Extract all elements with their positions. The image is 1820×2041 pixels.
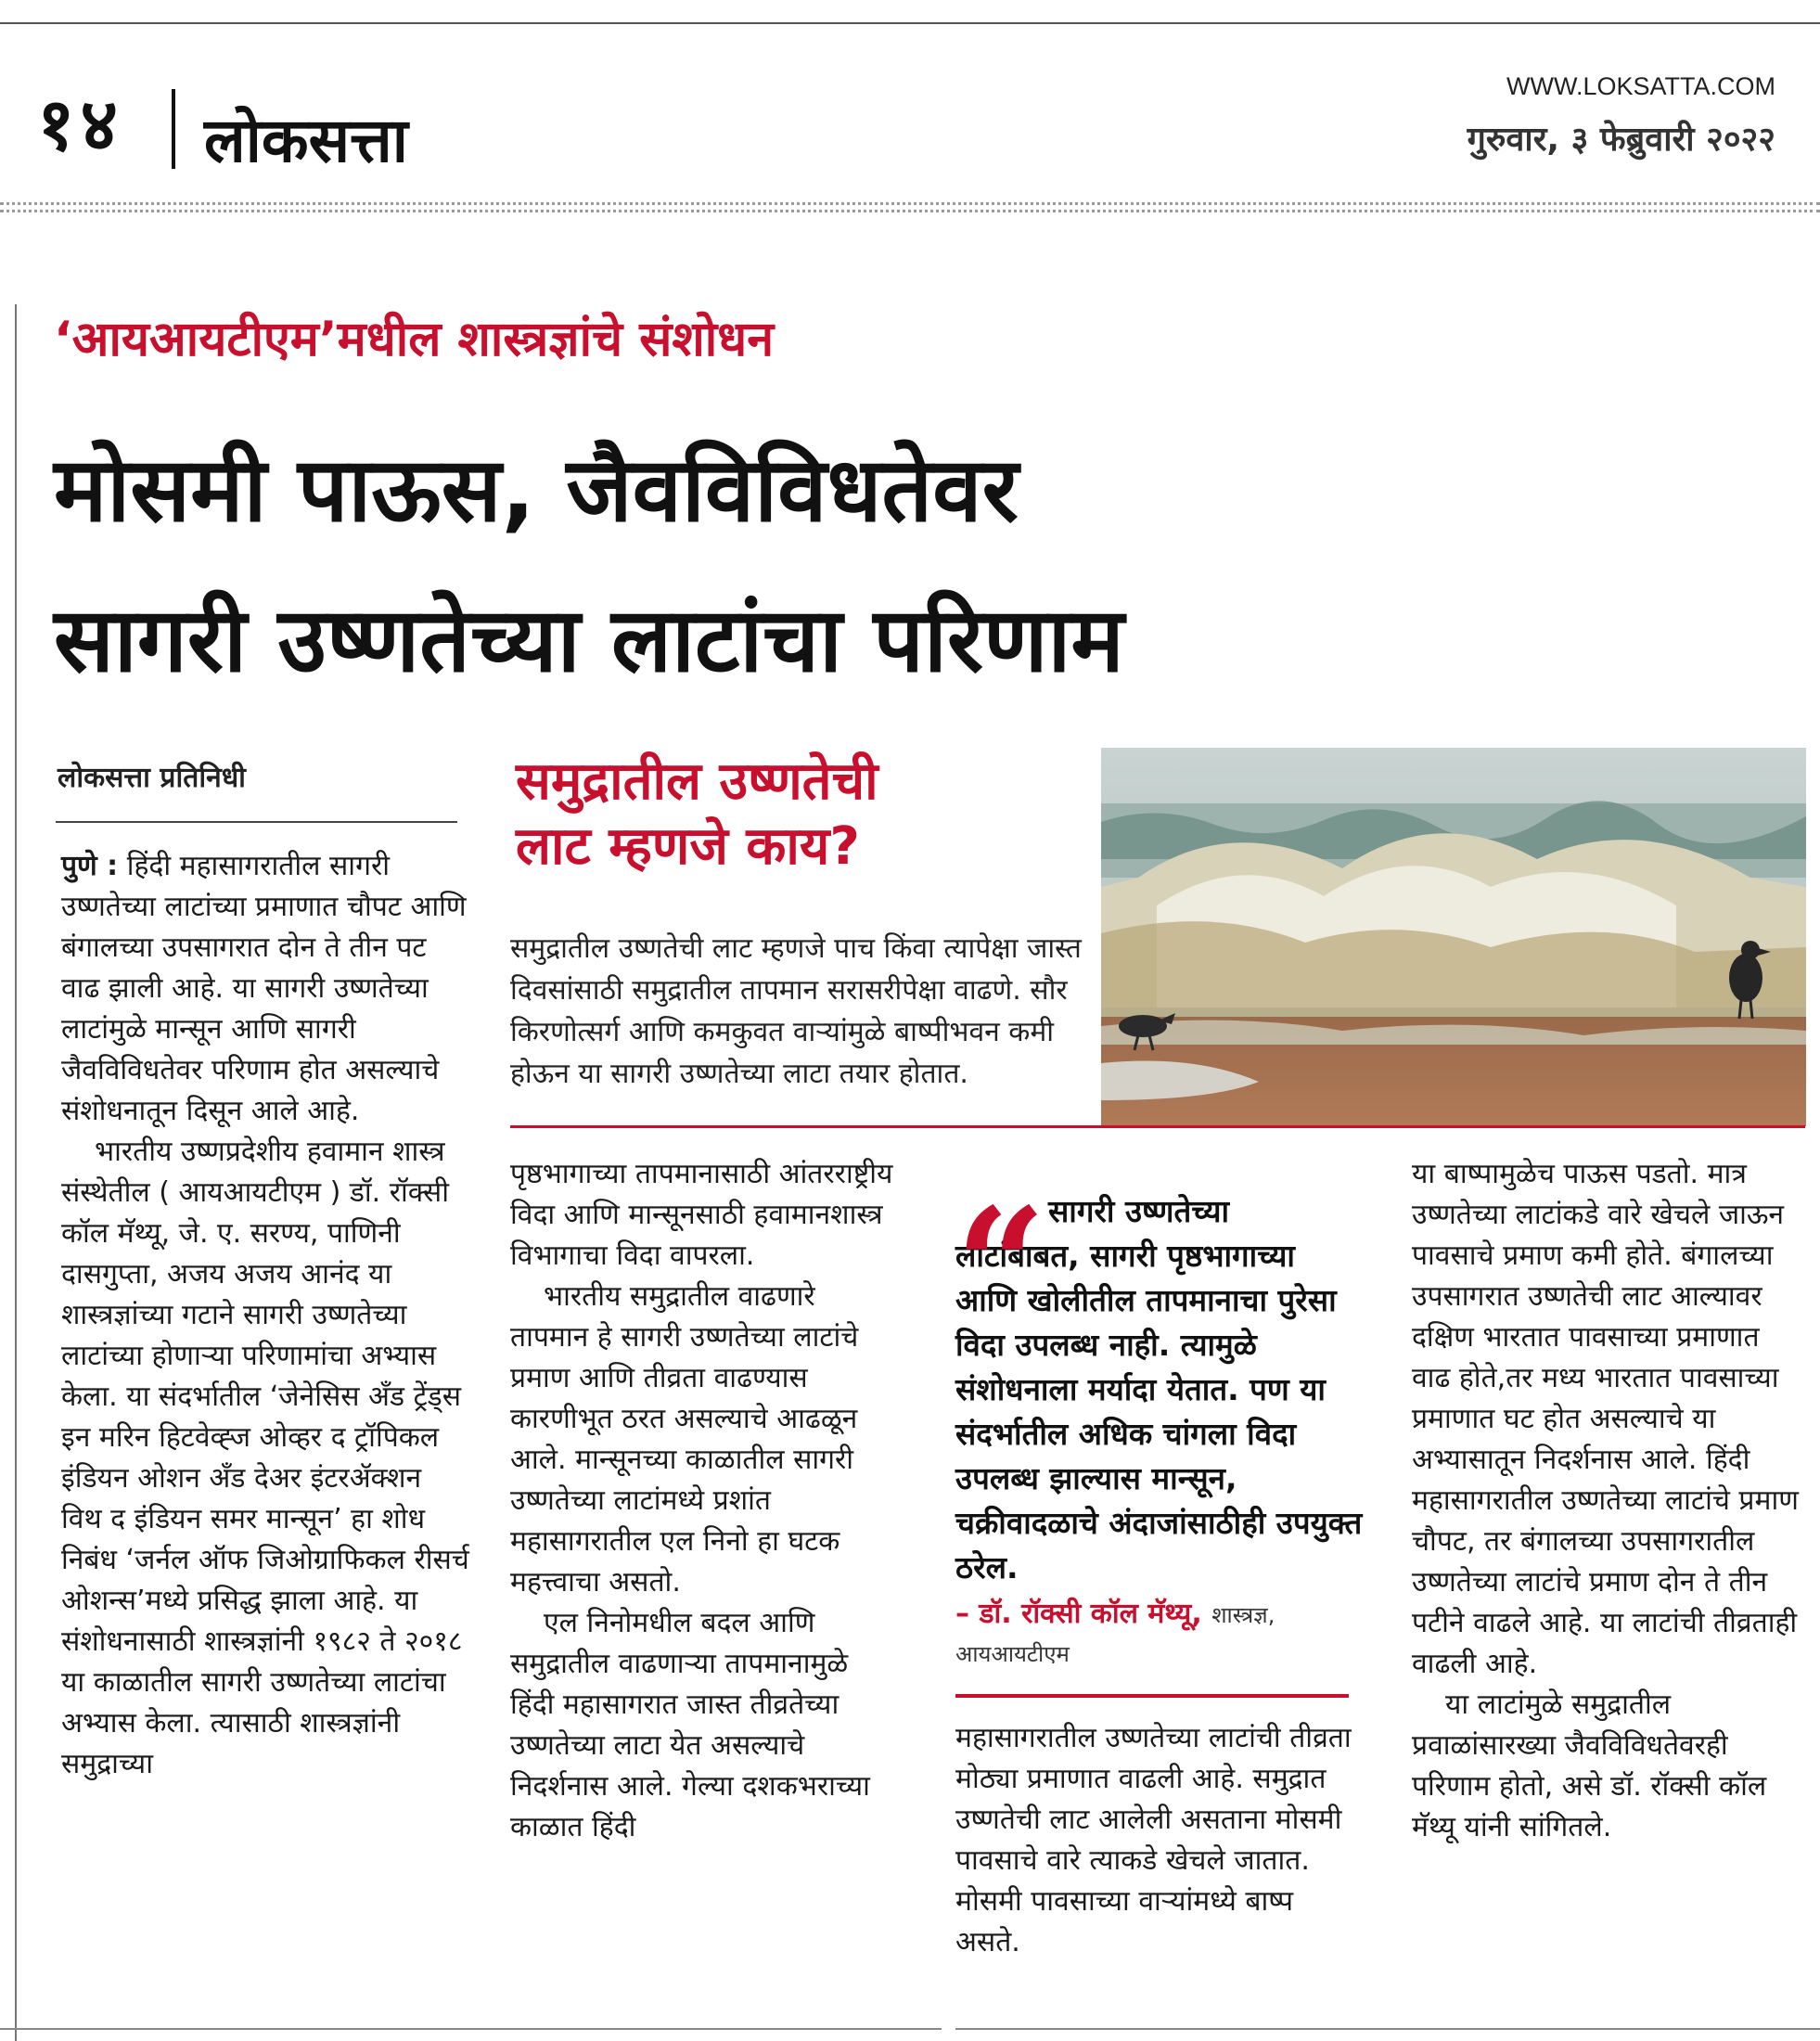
sea-wave-illustration bbox=[1101, 748, 1806, 1126]
pull-quote-role: शास्त्रज्ञ, bbox=[1211, 1602, 1275, 1628]
pull-quote-attribution bbox=[955, 1594, 1364, 1636]
paragraph bbox=[61, 846, 469, 1132]
headline-line-1: मोसमी पाऊस, जैवविविधतेवर bbox=[54, 438, 1019, 542]
paragraph: महासागरातील उष्णतेच्या लाटांची तीव्रता मोठ्या प्रमाणात वाढली आहे. समुद्रात उष्णतेची लाट आलेली असताना मोसमी पावसाचे वारे त्याकडे खेचले जातात. मोसमी पावसाच्या वाऱ्यांमध्ये बाष्प असते. bbox=[955, 1722, 1352, 1958]
website-url: WWW.LOKSATTA.COM bbox=[1506, 72, 1775, 100]
pull-quote-rule bbox=[955, 1694, 1349, 1698]
paragraph: या लाटांमुळे समुद्रातील प्रवाळांसारख्या जैवविविधतेवरही परिणाम होतो, असे डॉ. रॉक्सी कॉल मॅथ्यू यांनी सांगितले. bbox=[1412, 1688, 1767, 1843]
top-rule bbox=[0, 22, 1820, 24]
article-column-2 bbox=[510, 1154, 900, 1848]
article-column-4 bbox=[1412, 1154, 1801, 1848]
bottom-rule-right bbox=[955, 2028, 1820, 2030]
article-kicker: ‘आयआयटीएम’मधील शास्त्रज्ञांचे संशोधन bbox=[54, 312, 775, 367]
masthead-logo: लोकसत्ता bbox=[204, 105, 408, 176]
article-left-border bbox=[15, 304, 17, 2041]
paragraph: भारतीय उष्णप्रदेशीय हवामान शास्त्र संस्थेतील ( आयआयटीएम ) डॉ. रॉक्सी कॉल मॅथ्यू, जे. ए. सरण्य, पाणिनी दासगुप्ता, अजय अजय आनंद या शास्त्रज्ञांच्या गटाने सागरी उष्णतेच्या लाटांच्या होणाऱ्या परिणामांचा अभ्यास केला. या संदर्भातील ‘जेनेसिस अँड ट्रेंड्स इन मरिन हिटवेव्ह्ज ओव्हर द ट्रॉपिकल इंडियन ओशन अँड देअर इंटरॲक्शन विथ द इंडियन समर मान्सून’ हा शोध निबंध ‘जर्नल ऑफ जिओग्राफिकल रीसर्च ओशन्स’मध्ये प्रसिद्ध झाला आहे. या संशोधनासाठी शास्त्रज्ञांनी १९८२ ते २०१८ या काळातील सागरी उष्णतेच्या लाटांचा अभ्यास केला. त्यासाठी शास्त्रज्ञांनी समुद्राच्या bbox=[61, 1136, 469, 1780]
pull-quote-org: आयआयटीएम bbox=[955, 1641, 1070, 1667]
sidebar-box-title: समुद्रातील उष्णतेची लाट म्हणजे काय? bbox=[516, 751, 878, 877]
paragraph: भारतीय समुद्रातील वाढणारे तापमान हे सागरी उष्णतेच्या लाटांचे प्रमाण आणि तीव्रता वाढण्यास कारणीभूत ठरत असल्याचे आढळून आले. मान्सूनच्या काळातील सागरी उष्णतेच्या लाटांमध्ये प्रशांत महासागरातील एल निनो हा घटक महत्त्वाचा असतो. bbox=[510, 1280, 859, 1598]
masthead-divider bbox=[172, 89, 175, 169]
pull-quote-text: सागरी उष्णतेच्या लाटांबाबत, सागरी पृष्ठभागाच्या आणि खोलीतील तापमानाचा पुरेसा विदा उपलब्ध नाही. त्यामुळे संशोधनाला मर्यादा येतात. पण या संदर्भातील अधिक चांगला विदा उपलब्ध झाल्यास मान्सून, चक्रीवादळाचे अंदाजांसाठीही उपयुक्त ठरेल. bbox=[955, 1193, 1363, 1585]
dateline: पुणे : bbox=[61, 850, 119, 882]
paragraph-text: हिंदी महासागरातील सागरी उष्णतेच्या लाटांच्या प्रमाणात चौपट आणि बंगालच्या उपसागरात दोन ते तीन पट वाढ झाली आहे. या सागरी उष्णतेच्या लाटांमुळे मान्सून आणि सागरी जैवविविधतेवर परिणाम होत असल्याचे संशोधनातून दिसून आले आहे. bbox=[61, 850, 467, 1127]
issue-date: गुरुवार, ३ फेब्रुवारी २०२२ bbox=[1467, 121, 1775, 159]
article-column-1 bbox=[61, 846, 469, 1785]
article-column-3 bbox=[955, 1718, 1364, 1963]
byline: लोकसत्ता प्रतिनिधी bbox=[58, 762, 246, 794]
headline-line-2: सागरी उष्णतेच्या लाटांचा परिणाम bbox=[54, 588, 1124, 692]
quote-mark-icon: “ bbox=[955, 1174, 1046, 1359]
paragraph: या बाष्पामुळेच पाऊस पडतो. मात्र उष्णतेच्या लाटांकडे वारे खेचले जाऊन पावसाचे प्रमाण कमी होते. बंगालच्या उपसागरात उष्णतेची लाट आल्यावर दक्षिण भारतात पावसाच्या प्रमाणात वाढ होते,तर मध्य भारतात पावसाच्या प्रमाणात घट होत असल्याचे या अभ्यासातून निदर्शनास आले. हिंदी महासागरातील उष्णतेच्या लाटांचे प्रमाण चौपट, तर बंगालच्या उपसागरातील उष्णतेच्या लाटांचे प्रमाण दोन ते तीन पटीने वाढले आहे. या लाटांची तीव्रताही वाढली आहे. bbox=[1412, 1158, 1799, 1680]
sea-wave-photo bbox=[1101, 748, 1806, 1126]
bottom-rule bbox=[0, 2028, 942, 2030]
byline-rule bbox=[56, 821, 457, 823]
sidebar-box-rule bbox=[510, 1125, 1805, 1128]
sidebar-box-text: समुद्रातील उष्णतेची लाट म्हणजे पाच किंवा त्यापेक्षा जास्त दिवसांसाठी समुद्रातील तापमान सरासरीपेक्षा वाढणे. सौर किरणोत्सर्ग आणि कमकुवत वाऱ्यांमुळे बाष्पीभवन कमी होऊन या सागरी उष्णतेच्या लाटा तयार होतात. bbox=[510, 932, 1082, 1090]
paragraph: एल निनोमधील बदल आणि समुद्रातील वाढणाऱ्या तापमानामुळे हिंदी महासागरात जास्त तीव्रतेच्या उष्णतेच्या लाटा येत असल्याचे निदर्शनास आले. गेल्या दशकभराच्या काळात हिंदी bbox=[510, 1607, 870, 1843]
pull-quote-author: – डॉ. रॉक्सी कॉल मॅथ्यू, bbox=[955, 1598, 1202, 1630]
page-number: १४ bbox=[37, 83, 124, 167]
paragraph: पृष्ठभागाच्या तापमानासाठी आंतरराष्ट्रीय विदा आणि मान्सूनसाठी हवामानशास्त्र विभागाचा विदा वापरला. bbox=[510, 1158, 893, 1272]
header-dotted-rule-2 bbox=[0, 210, 1820, 212]
header-dotted-rule bbox=[0, 202, 1820, 205]
pull-quote bbox=[955, 1174, 1364, 1673]
